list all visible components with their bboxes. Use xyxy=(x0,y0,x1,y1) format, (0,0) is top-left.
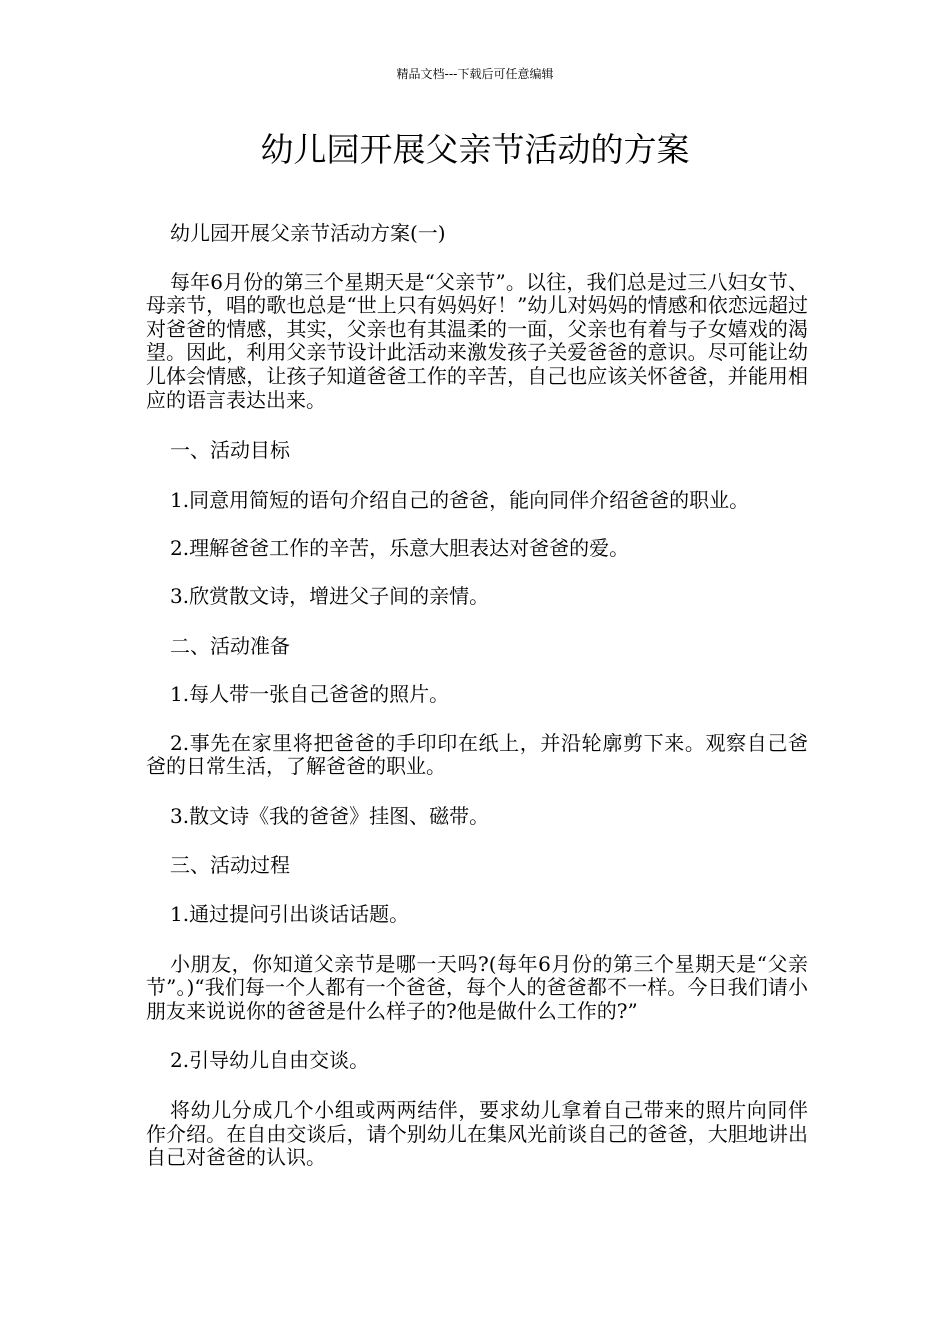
paragraph-intro: 每年6月份的第三个星期天是“父亲节”。以往，我们总是过三八妇女节、母亲节，唱的歌也总是“世上只有妈妈好！”幼儿对妈妈的情感和依恋远超过对爸爸的情感，其实，父亲也有其温柔的一面，父亲也有着与子女嬉戏的渴望。因此，利用父亲节设计此活动来激发孩子关爱爸爸的意识。尽可能让幼儿体会情感，让孩子知道爸爸工作的辛苦，自己也应该关怀爸爸，并能用相应的语言表达出来。 xyxy=(146,269,808,412)
paragraph-prep-2: 2.事先在家里将把爸爸的手印印在纸上，并沿轮廓剪下来。观察自己爸爸的日常生活，了解爸爸的职业。 xyxy=(146,730,808,779)
paragraph-process-2: 2.引导幼儿自由交谈。 xyxy=(170,1048,370,1073)
paragraph-prep-3: 3.散文诗《我的爸爸》挂图、磁带。 xyxy=(170,803,490,828)
document-body xyxy=(146,222,808,1170)
paragraph-goal-3: 3.欣赏散文诗，增进父子间的亲情。 xyxy=(170,583,490,608)
section-heading-preparation: 二、活动准备 xyxy=(170,633,290,658)
paragraph-plan-heading: 幼儿园开展父亲节活动方案(一) xyxy=(170,221,446,245)
paragraph-process-2-detail: 将幼儿分成几个小组或两两结伴，要求幼儿拿着自己带来的照片向同伴作介绍。在自由交谈后，请个别幼儿在集风光前谈自己的爸爸，大胆地讲出自己对爸爸的认识。 xyxy=(146,1098,808,1170)
document-title: 幼儿园开展父亲节活动的方案 xyxy=(260,130,690,169)
paragraph-goal-2: 2.理解爸爸工作的辛苦，乐意大胆表达对爸爸的爱。 xyxy=(170,536,630,561)
paragraph-goal-1: 1.同意用简短的语句介绍自己的爸爸，能向同伴介绍爸爸的职业。 xyxy=(170,487,750,512)
paragraph-process-1-detail: 小朋友，你知道父亲节是哪一天吗?(每年6月份的第三个星期天是“父亲节”。)“我们每一个人都有一个爸爸，每个人的爸爸都不一样。今日我们请小朋友来说说你的爸爸是什么样子的?他是做什么工作的?” xyxy=(146,951,808,1023)
section-heading-goals: 一、活动目标 xyxy=(170,438,290,463)
paragraph-prep-1: 1.每人带一张自己爸爸的照片。 xyxy=(170,682,450,707)
section-heading-process: 三、活动过程 xyxy=(170,852,290,877)
paragraph-process-1: 1.通过提问引出谈话话题。 xyxy=(170,902,410,927)
header-note: 精品文档---下载后可任意编辑 xyxy=(396,67,554,81)
